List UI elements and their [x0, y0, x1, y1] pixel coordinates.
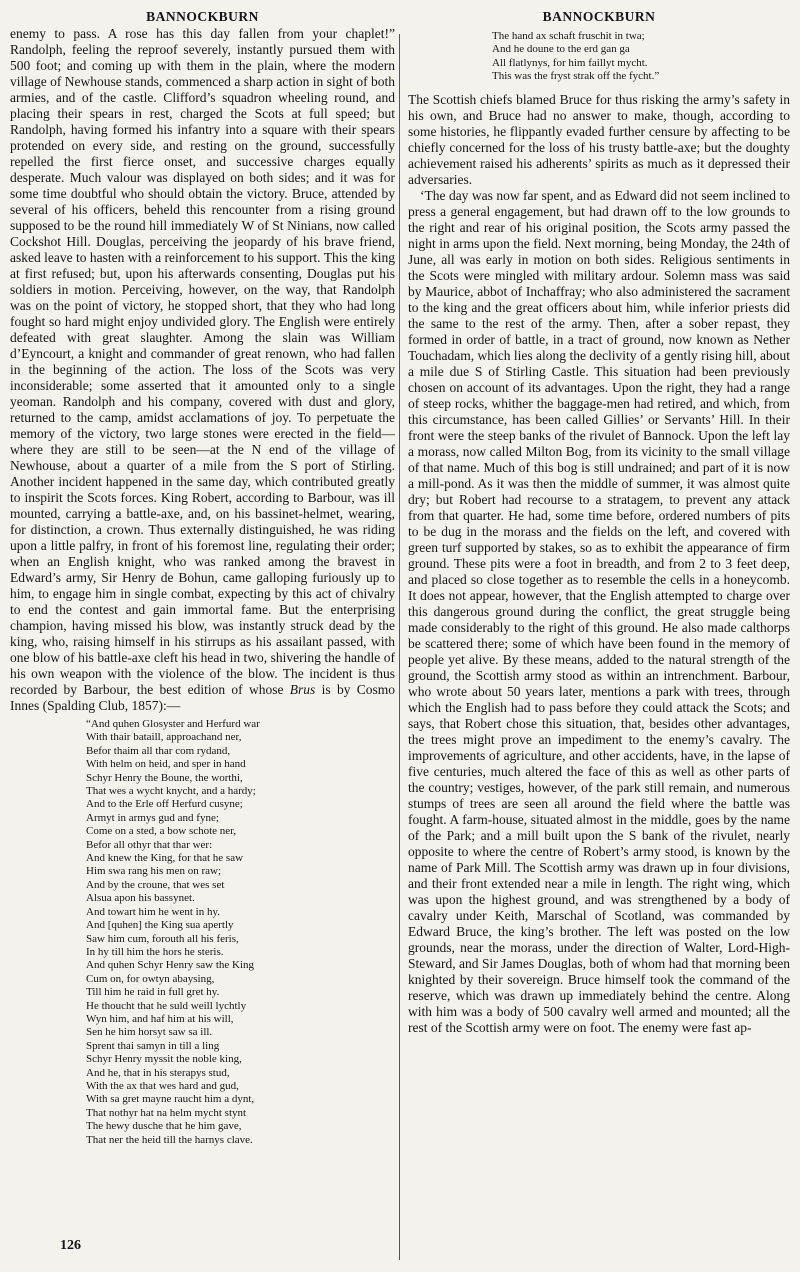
verse-line: The hand ax schaft fruschit in twa;: [492, 30, 645, 42]
verse-line: Wyn him, and haf him at his will,: [86, 1012, 234, 1025]
verse-line: That wes a wycht knycht, and a hardy;: [86, 785, 256, 798]
verse-line: Armyt in armys gud and fyne;: [86, 811, 219, 824]
verse-line: Alsua apon his bassynet.: [86, 892, 195, 905]
verse-line: “And quhen Glosyster and Herfurd war: [86, 718, 260, 730]
verse-line: And to the Erle off Herfurd cusyne;: [86, 798, 243, 811]
left-column: [10, 0, 395, 1147]
verse-line: With thair bataill, approachand ner,: [86, 731, 242, 744]
verse-line: Him swa rang his men on raw;: [86, 865, 222, 878]
verse-line: And towart him he went in hy.: [86, 905, 221, 918]
verse-line: With helm on heid, and sper in hand: [86, 758, 246, 771]
verse-line: That ner the heid till the harnys clave.: [86, 1133, 253, 1146]
page-number: 126: [60, 1238, 81, 1253]
verse-line: Till him he raid in full gret hy.: [86, 986, 220, 999]
verse-line: Schyr Henry the Boune, the worthi,: [86, 771, 243, 784]
verse-line: Befor thaim all thar com rydand,: [86, 744, 231, 757]
verse-line: Schyr Henry myssit the noble king,: [86, 1053, 242, 1066]
verse-line: Come on a sted, a bow schote ner,: [86, 825, 237, 838]
verse-line: And by the croune, that wes set: [86, 878, 225, 891]
barbour-verse-quote-continued: [492, 30, 790, 84]
verse-line: All flatlynys, for him faillyt mycht.: [492, 56, 648, 69]
running-head-left: BANNOCKBURN: [146, 9, 259, 24]
verse-line: And quhen Schyr Henry saw the King: [86, 959, 255, 972]
running-head-right: BANNOCKBURN: [542, 9, 656, 24]
barbour-verse-quote: [86, 718, 395, 1147]
verse-line: And [quhen] the King sua apertly: [86, 919, 234, 932]
verse-line: Saw him cum, forouth all his feris,: [86, 932, 239, 945]
verse-line: This was the fryst strak off the fycht.”: [492, 70, 660, 83]
right-column: [408, 0, 790, 1036]
verse-line: Sprent thai samyn in till a ling: [86, 1039, 220, 1052]
verse-line: And he doune to the erd gan ga: [492, 43, 630, 56]
verse-line: Sen he him horsyt saw sa ill.: [86, 1026, 213, 1039]
verse-line: Befor all othyr that thar wer:: [86, 838, 213, 851]
left-paragraph: [10, 26, 395, 714]
verse-line: Cum on, for owtyn abaysing,: [86, 972, 215, 985]
verse-line: That nothyr hat na helm mycht stynt: [86, 1106, 247, 1119]
verse-line: The hewy dusche that he him gave,: [86, 1120, 242, 1133]
verse-line: He thoucht that he suld weill lychtly: [86, 999, 247, 1012]
verse-line: And he, that in his sterapys stud,: [86, 1066, 230, 1079]
right-paragraph-1: The Scottish chiefs blamed Bruce for thus risking the army’s safety in his own, and Bruce had no answer to make, though, according to some histories, he flippantly evaded further censure by affecting to be chiefly concerned for the loss of his trusty battle-axe; but the doughty achievement raised his adherents’ spirits as much as it depressed their adversaries.: [408, 91, 790, 187]
book-title-brus: Brus: [289, 682, 316, 697]
verse-line: With sa gret mayne raucht him a dynt,: [86, 1093, 255, 1106]
column-divider: [399, 34, 400, 1260]
verse-line: And knew the King, for that he saw: [86, 852, 244, 865]
verse-line: In hy till him the hors he steris.: [86, 945, 224, 958]
verse-line: With the ax that wes hard and gud,: [86, 1079, 239, 1092]
left-paragraph-tail: is by Cosmo Innes (Spalding Club, 1857):—: [10, 682, 396, 713]
right-paragraph-2: ‘The day was now far spent, and as Edward did not seem inclined to press a general engagement, but had drawn off to the low grounds to the right and rear of his original position, the Scots army passed the night in arms upon the field. Next morning, being Monday, the 24th of June, all was early in motion on both sides. Religious sentiments in the Scots were mingled with military ardour. Solemn mass was said by Maurice, abbot of Inchaffray; who also administered the sacrament to the king and the great officers about him, while inferior priests did the same to the rest of the army. Then, after a sober repast, they formed in order of battle, in a tract of ground, now known as Nether Touchadam, which lies along the declivity of a gently rising hill, about a mile due S of Stirling Castle. This situation had been previously chosen on account of its advantages. Upon the right, they had a range of steep rocks, whither the baggage-men had retired, and which, from this circumstance, has been called Gillies’ or Servants’ Hill. In their front were the steep banks of the rivulet of Bannock. Upon the left lay a morass, now called Milton Bog, from its vicinity to the small village of that name. Much of this bog is still undrained; and part of it is now a mill-pond. As it was then the middle of summer, it was almost quite dry; but Robert had recourse to a stratagem, to prevent any attack from that quarter. He had, some time before, ordered numbers of pits to be dug in the morass and the fields on the left, and covered with green turf supported by stakes, so as to exhibit the appearance of firm ground. These pits were a foot in breadth, and from 2 to 3 feet deep, and placed so close together as to resemble the cells in a honeycomb. It does not appear, however, that the English attempted to charge over this dangerous ground during the conflict, the great struggle being made considerably to the right of this ground. He also made calthorps be scattered there; some of which have been found in the memory of people yet alive. By these means, added to the natural strength of the ground, the Scottish army stood as within an intrenchment. Barbour, who wrote about 50 years later, mentions a park with trees, through which the English had to pass before they could attack the Scots; and says, that Robert chose this situation, that, besides other advantages, the trees might prove an impediment to the enemy’s cavalry. The improvements of agriculture, and other accidents, have, in the lapse of five centuries, much altered the face of this as well as other parts of the country; vestiges, however, of the park still remain, and numerous stumps of trees are seen all around the field where the battle was fought. A farm-house, situated almost in the middle, goes by the name of the Park; and a mill built upon the S bank of the rivulet, nearly opposite to where the centre of Robert’s army stood, is known by the name of Park Mill. The Scottish army was drawn up in four divisions, and their front extended near a mile in length. The right wing, which was upon the highest ground, and was strengthened by a body of cavalry under Keith, Marschal of Scotland, was commanded by Edward Bruce, the king’s brother. The left was posted on the low grounds, near the morass, under the direction of Walter, Lord-High-Steward, and Sir James Douglas, both of whom had that morning been knighted by their sovereign. Bruce himself took the command of the reserve, which was drawn up immediately behind the centre. Along with him was a body of 500 cavalry well armed and mounted; all the rest of the Scottish army were on foot. The enemy were fast ap-: [408, 187, 790, 1035]
left-paragraph-text: enemy to pass. A rose has this day fallen from your chaplet!” Randolph, feeling the reproof severely, instantly pursued them with 500 foot; and coming up with them in the plain, where the modern village of Newhouse stands, commenced a sharp action in sight of both armies, and of the castle. Clifford’s squadron wheeling round, and placing their spears in rest, charged the Scots at full speed; but Randolph, having formed his infantry into a square with their spears protended on every side, and resting on the ground, successfully repelled the first fierce onset, and successive charges equally desperate. Much valour was displayed on both sides; and it was for some time doubtful who should obtain the victory. Bruce, attended by several of his officers, beheld this rencounter from a rising ground supposed to be the round hill immediately W of St Ninians, now called Cockshot Hill. Douglas, perceiving the jeopardy of his brave friend, asked leave to hasten with a reinforcement to his support. This the king at first refused; but, upon his afterwards consenting, Douglas put his soldiers in motion. Perceiving, however, on the way, that Randolph was on the point of victory, he stopped short, that they who had long fought so hard might enjoy undivided glory. The English were entirely defeated with great slaughter. Among the slain was William d’Eyncourt, a knight and commander of great renown, who had fallen in the beginning of the action. The loss of the Scots was very inconsiderable; some asserted that it amounted only to a single yeoman. Randolph and his company, covered with dust and glory, returned to the camp, amidst acclamations of joy. To perpetuate the memory of the victory, two large stones were erected in the field—where they are still to be seen—at the N end of the village of Newhouse, about a quarter of a mile from the S port of Stirling. Another incident happened in the same day, which contributed greatly to inspirit the Scots forces. King Robert, according to Barbour, was ill mounted, carrying a battle-axe, and, on his bassinet-helmet, wearing, for distinction, a crown. Thus externally distinguished, he was riding upon a little palfry, in front of his foremost line, regulating their order; when an English knight, who was ranked among the bravest in Edward’s army, Sir Henry de Bohun, came galloping furiously up to him, to engage him in single combat, expecting by this act of chivalry to end the contest and gain immortal fame. But the enterprising champion, having missed his blow, was instantly struck dead by the king, who, raising himself in his stirrups as his assailant passed, with one blow of his battle-axe cleft his head in two, shivering the handle of his own weapon with the violence of the blow. The incident is thus recorded by Barbour, the best edition of whose: [10, 26, 395, 697]
